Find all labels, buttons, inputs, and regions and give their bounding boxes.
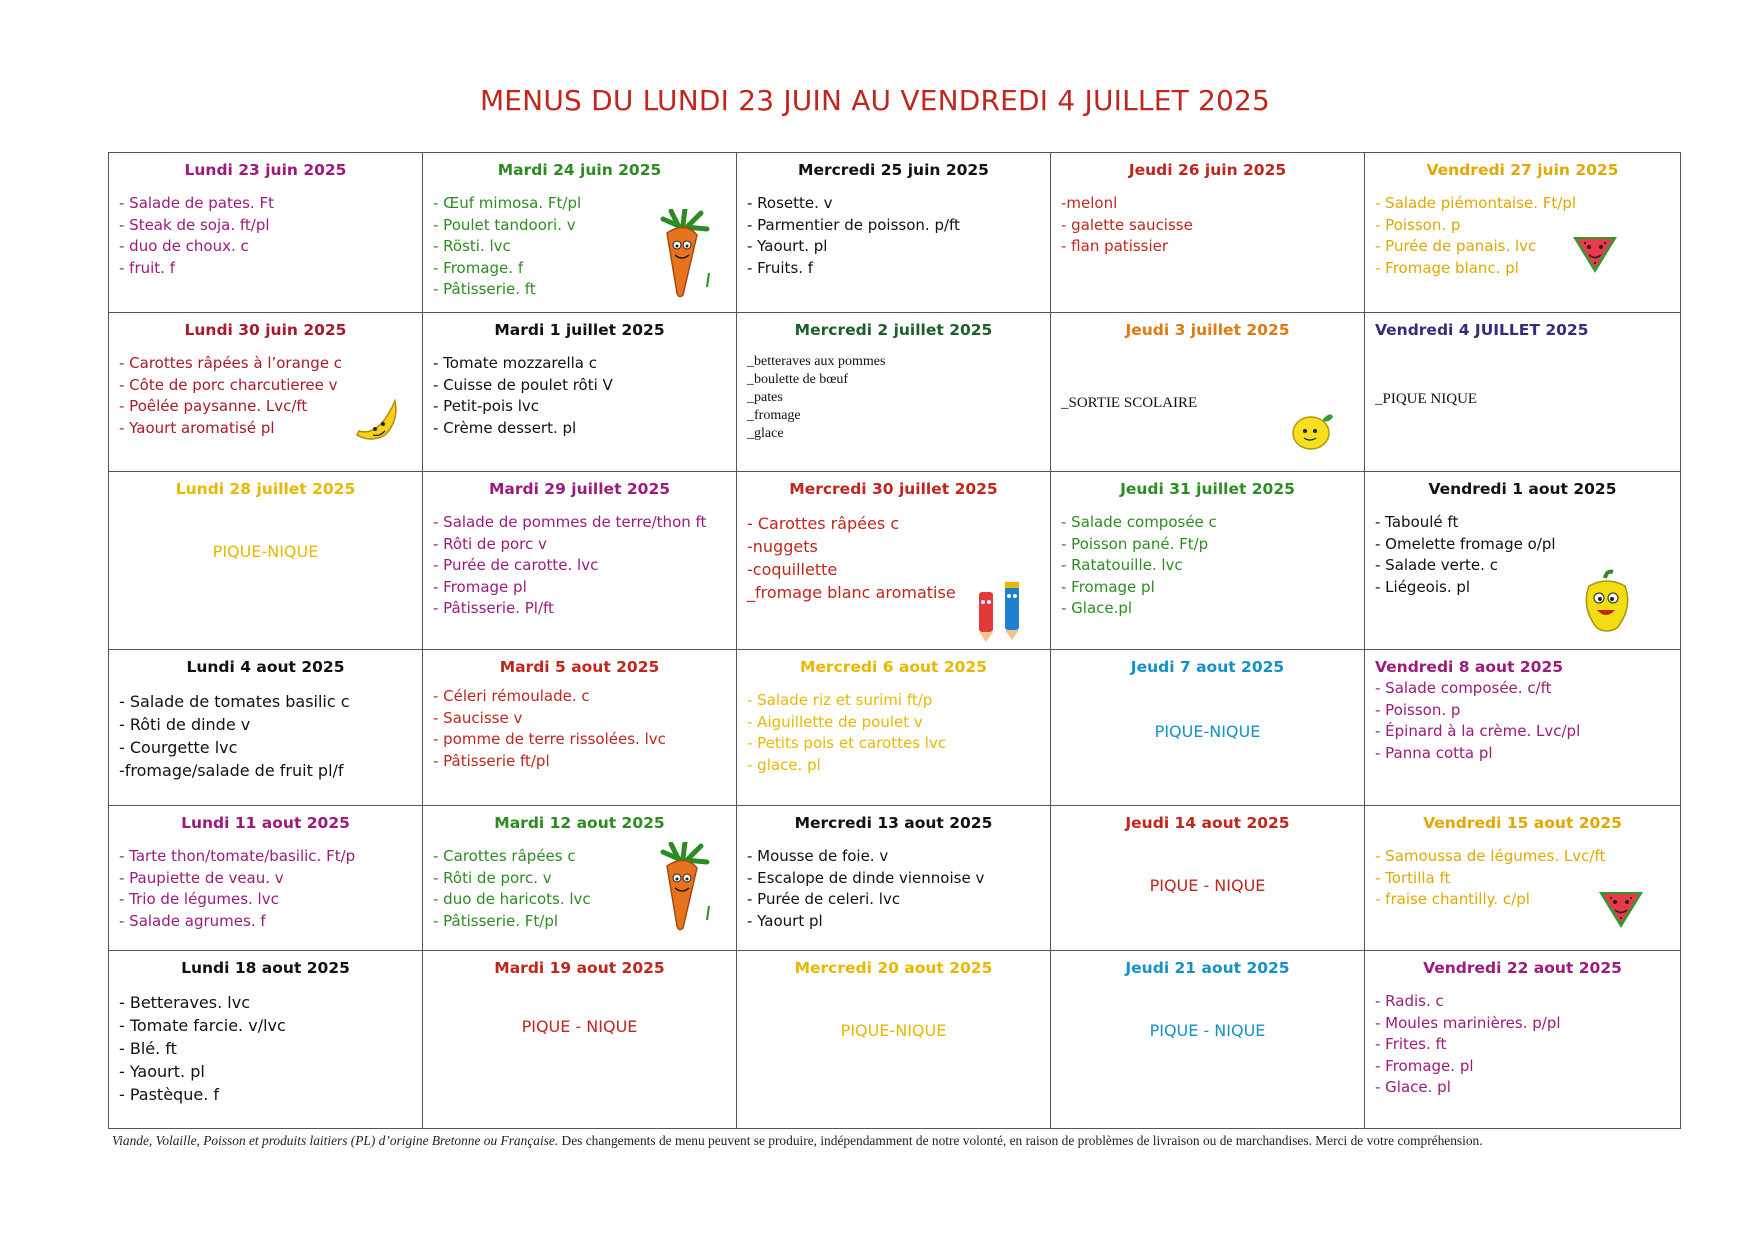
day-cell bbox=[1051, 806, 1365, 951]
menu-item: - Pâtisserie. ft bbox=[433, 280, 536, 298]
menu-item: - Poulet tandoori. v bbox=[433, 215, 576, 234]
menu-item: - Pastèque. f bbox=[119, 1085, 219, 1104]
menu-item: - Poêlée paysanne. Lvc/ft bbox=[119, 397, 308, 415]
menu-item: _glace bbox=[747, 426, 784, 441]
footnote-text: Des changements de menu peuvent se produire, indépendamment de notre volonté, en raison de problèmes de livraison ou de marchandises. Merci de votre compréhension. bbox=[558, 1133, 1483, 1148]
day-cell bbox=[1365, 153, 1681, 313]
day-title: Mardi 12 aout 2025 bbox=[494, 814, 665, 832]
menu-item: - Carottes râpées à l’orange c bbox=[119, 354, 343, 372]
menu-item: - Pâtisserie. Pl/ft bbox=[433, 599, 554, 617]
day-title: Jeudi 26 juin 2025 bbox=[1128, 161, 1287, 179]
menu-item: - fraise chantilly. c/pl bbox=[1375, 890, 1530, 908]
day-cell bbox=[109, 153, 423, 313]
menu-item: - Petits pois et carottes lvc bbox=[747, 734, 947, 752]
menu-item: - Cuisse de poulet rôti V bbox=[433, 375, 613, 394]
day-title: Mercredi 13 aout 2025 bbox=[794, 814, 993, 832]
day-note: PIQUE-NIQUE bbox=[840, 1021, 947, 1040]
menu-item: - Saucisse v bbox=[433, 708, 523, 727]
day-cell bbox=[1051, 153, 1365, 313]
menu-item: - Salade de pommes de terre/thon ft bbox=[433, 513, 707, 531]
menu-item: - Tomate farcie. v/lvc bbox=[119, 1016, 286, 1035]
day-title: Mardi 19 aout 2025 bbox=[494, 959, 665, 977]
menu-item: - Salade agrumes. f bbox=[119, 911, 266, 930]
menu-item: - Fromage blanc. pl bbox=[1375, 258, 1519, 277]
carrot-icon bbox=[649, 209, 719, 299]
menu-item: - Rôti de dinde v bbox=[119, 715, 251, 734]
menu-item: - Purée de carotte. lvc bbox=[433, 556, 599, 574]
day-cell bbox=[1051, 313, 1365, 472]
menu-item: - Fromage. f bbox=[433, 258, 524, 277]
menu-item: -nuggets bbox=[747, 537, 818, 556]
banana-icon bbox=[349, 391, 403, 445]
day-cell bbox=[423, 650, 737, 806]
menu-item: - Yaourt pl bbox=[747, 911, 823, 930]
day-cell bbox=[109, 472, 423, 650]
menu-item: - fruit. f bbox=[119, 258, 176, 277]
day-cell bbox=[1051, 650, 1365, 806]
menu-item: - Salade de tomates basilic c bbox=[119, 692, 350, 711]
day-title: Mardi 1 juillet 2025 bbox=[494, 321, 665, 339]
lemon-icon bbox=[1287, 405, 1337, 455]
menu-item: - Yaourt. pl bbox=[119, 1062, 205, 1081]
day-cell bbox=[423, 313, 737, 472]
day-cell bbox=[737, 313, 1051, 472]
menu-item: - Trio de légumes. lvc bbox=[119, 890, 279, 908]
day-note: PIQUE - NIQUE bbox=[1149, 876, 1266, 895]
day-cell bbox=[109, 951, 423, 1129]
footnote-origin: Viande, Volaille, Poisson et produits laitiers (PL) d’origine Bretonne ou Française. bbox=[112, 1133, 559, 1148]
day-title: Vendredi 8 aout 2025 bbox=[1375, 658, 1564, 676]
menu-item: - Blé. ft bbox=[119, 1039, 177, 1058]
menu-item: - Purée de celeri. lvc bbox=[747, 890, 901, 908]
day-note: _PIQUE NIQUE bbox=[1375, 391, 1478, 407]
menu-item: - Petit-pois lvc bbox=[433, 397, 540, 415]
day-cell bbox=[1365, 806, 1681, 951]
day-title: Lundi 28 juillet 2025 bbox=[175, 480, 356, 498]
menu-item: - Crème dessert. pl bbox=[433, 418, 577, 437]
menu-item: - Carottes râpées c bbox=[433, 847, 576, 865]
week-row bbox=[109, 472, 1681, 650]
day-title: Vendredi 22 aout 2025 bbox=[1423, 959, 1622, 977]
day-title: Vendredi 27 juin 2025 bbox=[1426, 161, 1619, 179]
pencils-icon bbox=[969, 578, 1033, 642]
menu-item: - Escalope de dinde viennoise v bbox=[747, 868, 985, 887]
menu-item: - Mousse de foie. v bbox=[747, 847, 889, 865]
menu-item: - Ratatouille. lvc bbox=[1061, 556, 1183, 574]
menu-item: - Omelette fromage o/pl bbox=[1375, 534, 1556, 553]
menu-item: - Pâtisserie ft/pl bbox=[433, 751, 550, 770]
day-title: Vendredi 1 aout 2025 bbox=[1428, 480, 1617, 498]
menu-item: - Poisson. p bbox=[1375, 700, 1461, 719]
menu-item: - Panna cotta pl bbox=[1375, 743, 1493, 762]
menu-item: _boulette de bœuf bbox=[747, 372, 849, 387]
day-title: Jeudi 21 aout 2025 bbox=[1125, 959, 1290, 977]
day-note: PIQUE - NIQUE bbox=[1149, 1021, 1266, 1040]
day-title: Lundi 30 juin 2025 bbox=[184, 321, 347, 339]
day-title: Lundi 23 juin 2025 bbox=[184, 161, 347, 179]
day-cell bbox=[423, 153, 737, 313]
menu-item: - Glace.pl bbox=[1061, 599, 1133, 617]
footnote bbox=[112, 1133, 1712, 1149]
menu-item: - Fromage pl bbox=[433, 577, 527, 596]
day-title: Mardi 29 juillet 2025 bbox=[488, 480, 671, 498]
menu-item: - Rosette. v bbox=[747, 194, 833, 212]
menu-item: - Salade riz et surimi ft/p bbox=[747, 691, 933, 709]
week-row bbox=[109, 313, 1681, 472]
day-cell bbox=[423, 806, 737, 951]
menu-item: - galette saucisse bbox=[1061, 215, 1193, 234]
day-title: Jeudi 14 aout 2025 bbox=[1125, 814, 1290, 832]
menu-item: - Parmentier de poisson. p/ft bbox=[747, 215, 960, 234]
day-title: Jeudi 31 juillet 2025 bbox=[1120, 480, 1295, 498]
day-title: Lundi 4 aout 2025 bbox=[186, 658, 345, 676]
menu-item: - Yaourt aromatisé pl bbox=[119, 418, 275, 437]
menu-item: - Tortilla ft bbox=[1375, 868, 1451, 887]
menu-item: - glace. pl bbox=[747, 755, 821, 774]
day-note: PIQUE-NIQUE bbox=[1154, 722, 1261, 741]
day-cell bbox=[109, 806, 423, 951]
day-note: _SORTIE SCOLAIRE bbox=[1061, 395, 1198, 411]
day-note: PIQUE - NIQUE bbox=[521, 1017, 638, 1036]
menu-item: - Salade composée c bbox=[1061, 513, 1217, 531]
menu-item: - Carottes râpées c bbox=[747, 514, 900, 533]
day-cell bbox=[737, 472, 1051, 650]
menu-item: - Fromage. pl bbox=[1375, 1056, 1474, 1075]
menu-item: - Pâtisserie. Ft/pl bbox=[433, 911, 559, 930]
day-cell bbox=[737, 951, 1051, 1129]
menu-item: _pates bbox=[747, 390, 783, 405]
week-row bbox=[109, 650, 1681, 806]
menu-item: -melonl bbox=[1061, 194, 1118, 212]
menu-item: - Glace. pl bbox=[1375, 1078, 1451, 1096]
menu-item: - Salade verte. c bbox=[1375, 556, 1498, 574]
menu-item: - Rôti de porc. v bbox=[433, 868, 552, 887]
menu-item: - pomme de terre rissolées. lvc bbox=[433, 730, 666, 748]
menu-item: _fromage bbox=[747, 408, 801, 423]
day-title: Lundi 11 aout 2025 bbox=[181, 814, 350, 832]
day-title: Mercredi 6 aout 2025 bbox=[800, 658, 987, 676]
menu-item: - Poisson. p bbox=[1375, 215, 1461, 234]
watermelon-icon bbox=[1565, 219, 1625, 279]
day-cell bbox=[737, 153, 1051, 313]
day-cell bbox=[423, 951, 737, 1129]
menu-item: - Rösti. lvc bbox=[433, 237, 511, 255]
day-title: Lundi 18 aout 2025 bbox=[181, 959, 350, 977]
day-cell bbox=[1051, 951, 1365, 1129]
menu-item: - Épinard à la crème. Lvc/pl bbox=[1375, 722, 1581, 740]
day-cell bbox=[737, 650, 1051, 806]
menu-item: - Radis. c bbox=[1375, 992, 1444, 1010]
day-title: Vendredi 4 JUILLET 2025 bbox=[1375, 321, 1589, 339]
menu-item: - Salade composée. c/ft bbox=[1375, 679, 1552, 697]
menu-item: - Céleri rémoulade. c bbox=[433, 687, 590, 705]
day-cell bbox=[737, 806, 1051, 951]
menu-item: - Steak de soja. ft/pl bbox=[119, 215, 270, 234]
page-title: MENUS DU LUNDI 23 JUIN AU VENDREDI 4 JUILLET 2025 bbox=[479, 84, 1271, 117]
menu-item: - Rôti de porc v bbox=[433, 534, 547, 553]
day-cell bbox=[423, 472, 737, 650]
menu-item: - Tarte thon/tomate/basilic. Ft/p bbox=[119, 847, 356, 865]
menu-item: - Salade piémontaise. Ft/pl bbox=[1375, 194, 1577, 212]
menu-item: - Côte de porc charcutieree v bbox=[119, 375, 338, 394]
menu-item: - flan patissier bbox=[1061, 237, 1169, 255]
day-cell bbox=[1365, 313, 1681, 472]
menu-item: - Tomate mozzarella c bbox=[433, 354, 597, 372]
day-cell bbox=[1365, 650, 1681, 806]
day-title: Jeudi 7 aout 2025 bbox=[1130, 658, 1285, 676]
day-title: Jeudi 3 juillet 2025 bbox=[1125, 321, 1290, 339]
pepper-icon bbox=[1577, 568, 1637, 634]
day-note: PIQUE-NIQUE bbox=[212, 542, 319, 561]
day-title: Mercredi 20 aout 2025 bbox=[794, 959, 993, 977]
menu-item: - Taboulé ft bbox=[1375, 513, 1459, 531]
menu-item: - duo de choux. c bbox=[119, 237, 249, 255]
menu-table bbox=[108, 152, 1681, 1129]
menu-item: - Liégeois. pl bbox=[1375, 577, 1471, 596]
week-row bbox=[109, 153, 1681, 313]
menu-item: - Betteraves. lvc bbox=[119, 993, 250, 1012]
menu-item: - Yaourt. pl bbox=[747, 237, 828, 255]
week-row bbox=[109, 951, 1681, 1129]
menu-item: - duo de haricots. lvc bbox=[433, 890, 591, 908]
day-title: Mardi 24 juin 2025 bbox=[497, 161, 662, 179]
menu-item: - Fruits. f bbox=[747, 258, 814, 277]
day-title: Mercredi 25 juin 2025 bbox=[798, 161, 989, 179]
menu-item: - Fromage pl bbox=[1061, 577, 1155, 596]
day-cell bbox=[109, 650, 423, 806]
menu-item: - Samoussa de légumes. Lvc/ft bbox=[1375, 847, 1606, 865]
day-title: Mardi 5 aout 2025 bbox=[499, 658, 660, 676]
menu-item: - Aiguillette de poulet v bbox=[747, 712, 923, 731]
day-cell bbox=[1365, 951, 1681, 1129]
menu-item: - Salade de pates. Ft bbox=[119, 194, 274, 212]
menu-item: - Courgette lvc bbox=[119, 738, 238, 757]
menu-item: - Paupiette de veau. v bbox=[119, 868, 284, 887]
menu-item: -coquillette bbox=[747, 560, 838, 579]
menu-item: - Moules marinières. p/pl bbox=[1375, 1013, 1561, 1032]
carrot-icon bbox=[649, 842, 719, 932]
menu-item: - Poisson pané. Ft/p bbox=[1061, 534, 1209, 553]
menu-item: - Œuf mimosa. Ft/pl bbox=[433, 194, 582, 212]
day-cell bbox=[1051, 472, 1365, 650]
day-cell bbox=[1365, 472, 1681, 650]
menu-item: - Frites. ft bbox=[1375, 1035, 1447, 1053]
watermelon-icon bbox=[1591, 874, 1651, 934]
day-title: Mercredi 30 juillet 2025 bbox=[789, 480, 998, 498]
day-title: Mercredi 2 juillet 2025 bbox=[794, 321, 993, 339]
menu-item: _betteraves aux pommes bbox=[747, 354, 886, 369]
week-row bbox=[109, 806, 1681, 951]
day-cell bbox=[109, 313, 423, 472]
day-title: Vendredi 15 aout 2025 bbox=[1423, 814, 1622, 832]
menu-item: - Purée de panais. lvc bbox=[1375, 237, 1537, 255]
menu-item: -fromage/salade de fruit pl/f bbox=[119, 761, 344, 780]
menu-item: _fromage blanc aromatise bbox=[747, 583, 956, 602]
